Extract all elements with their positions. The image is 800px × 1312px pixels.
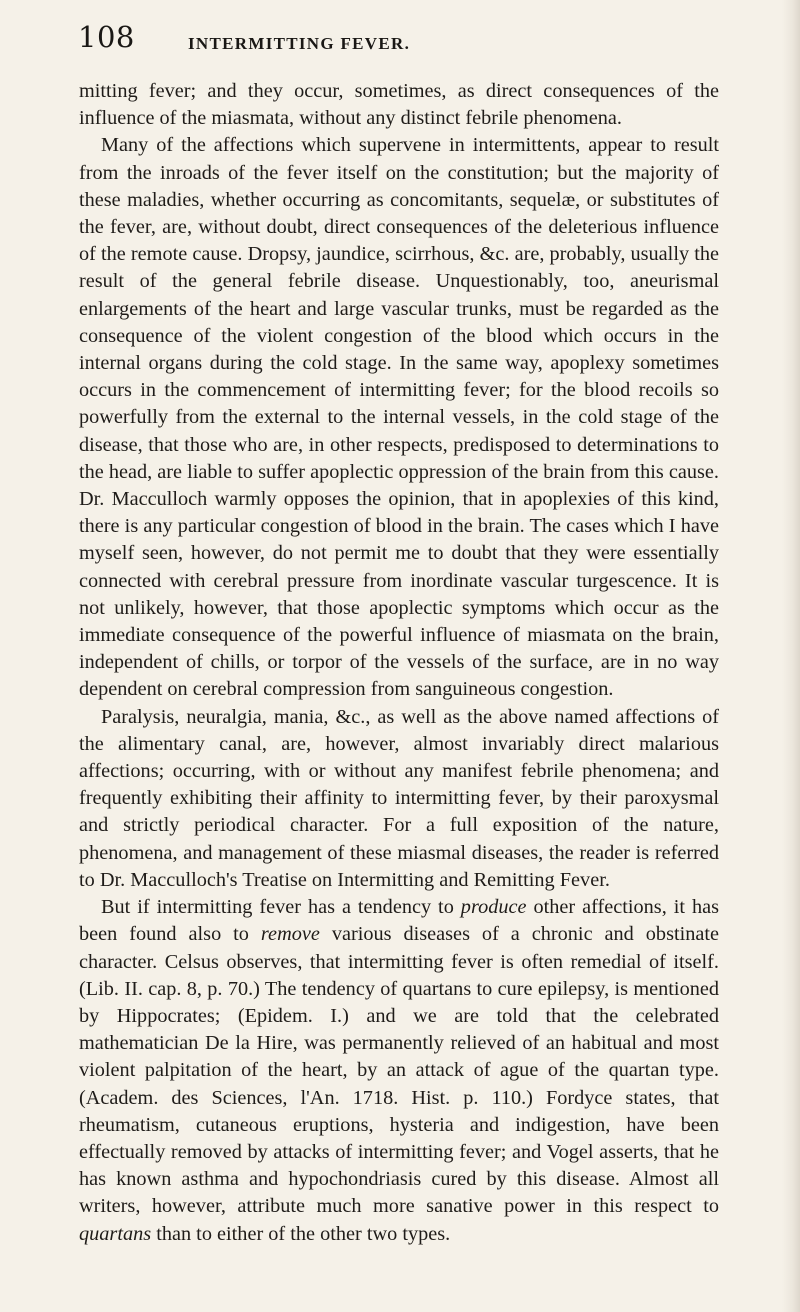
- running-title: INTERMITTING FEVER.: [188, 34, 411, 53]
- paragraph-paralysis: Paralysis, neuralgia, mania, &c., as well as the above named affections of the alimentary canal, are, however, almost invariably direct malarious affections; occurring, with or without any manifest febrile phenomena; and frequently exhibiting their affinity to intermitting fever, by their paroxysmal and strictly periodical character. For a full exposition of the nature, phenomena, and management of these miasmal diseases, the reader is referred to Dr. Macculloch's Treatise on Intermitting and Remitting Fever.: [79, 705, 719, 891]
- text-run: than to either of the other two types.: [151, 1222, 451, 1245]
- body-text: [79, 78, 719, 1248]
- emphasis-produce: produce: [460, 896, 527, 919]
- paragraph-continuation: mitting fever; and they occur, sometimes, as direct consequences of the influence of the miasmata, without any distinct febrile phenomena.: [79, 80, 719, 130]
- paragraph-remedial: [79, 894, 719, 1248]
- paragraph-affections: Many of the affections which supervene in intermittents, appear to result from the inroads of the fever itself on the constitution; but the majority of these maladies, whether occurring as concomitants, sequelæ, or substitutes of the fever, are, without doubt, direct consequences of the deleterious influence of the remote cause. Dropsy, jaundice, scirrhous, &c. are, probably, usually the result of the general febrile disease. Unquestionably, too, aneurismal enlargements of the heart and large vascular trunks, must be regarded as the consequence of the violent congestion of the blood which occurs in the internal organs during the cold stage. In the same way, apoplexy sometimes occurs in the commencement of intermitting fever; for the blood recoils so powerfully from the external to the internal vessels, in the cold stage of the disease, that those who are, in other respects, predisposed to determinations to the head, are liable to suffer apoplectic oppression of the brain from this cause. Dr. Macculloch warmly opposes the opinion, that in apoplexies of this kind, there is any particular congestion of blood in the brain. The cases which I have myself seen, however, do not permit me to doubt that they were essentially connected with cerebral pressure from inordinate vascular turgescence. It is not unlikely, however, that those apoplectic symptoms which occur as the immediate consequence of the powerful influence of miasmata on the brain, independent of chills, or torpor of the vessels of the surface, are in no way dependent on cerebral compression from sanguineous congestion.: [79, 134, 719, 701]
- page-header: [78, 20, 718, 60]
- text-run: But if intermitting fever has a tendency to: [101, 896, 461, 919]
- text-run: other affections, it has been found also to: [79, 896, 719, 946]
- text-run: various diseases of a chronic and obstinate character. Celsus observes, that intermitting fever is often remedial of itself. (Lib. II. cap. 8, p. 70.) The tendency of quartans to cure epilepsy, is mentioned by Hippocrates; (Epidem. I.) and we are told that the celebrated mathematician De la Hire, was permanently relieved of an habitual and most violent palpitation of the heart, by an attack of ague of the quartan type. (Academ. des Sciences, l'An. 1718. Hist. p. 110.) Fordyce states, that rheumatism, cutaneous eruptions, hysteria and indigestion, have been effectually removed by attacks of intermitting fever; and Vogel asserts, that he has known asthma and hypochondriasis cured by this disease. Almost all writers, however, attribute much more sanative power in this respect to: [79, 923, 720, 1218]
- page-edge-shadow: [782, 0, 800, 1312]
- emphasis-quartans: quartans: [79, 1222, 152, 1245]
- page-number: 108: [78, 20, 135, 54]
- emphasis-remove: remove: [260, 923, 320, 946]
